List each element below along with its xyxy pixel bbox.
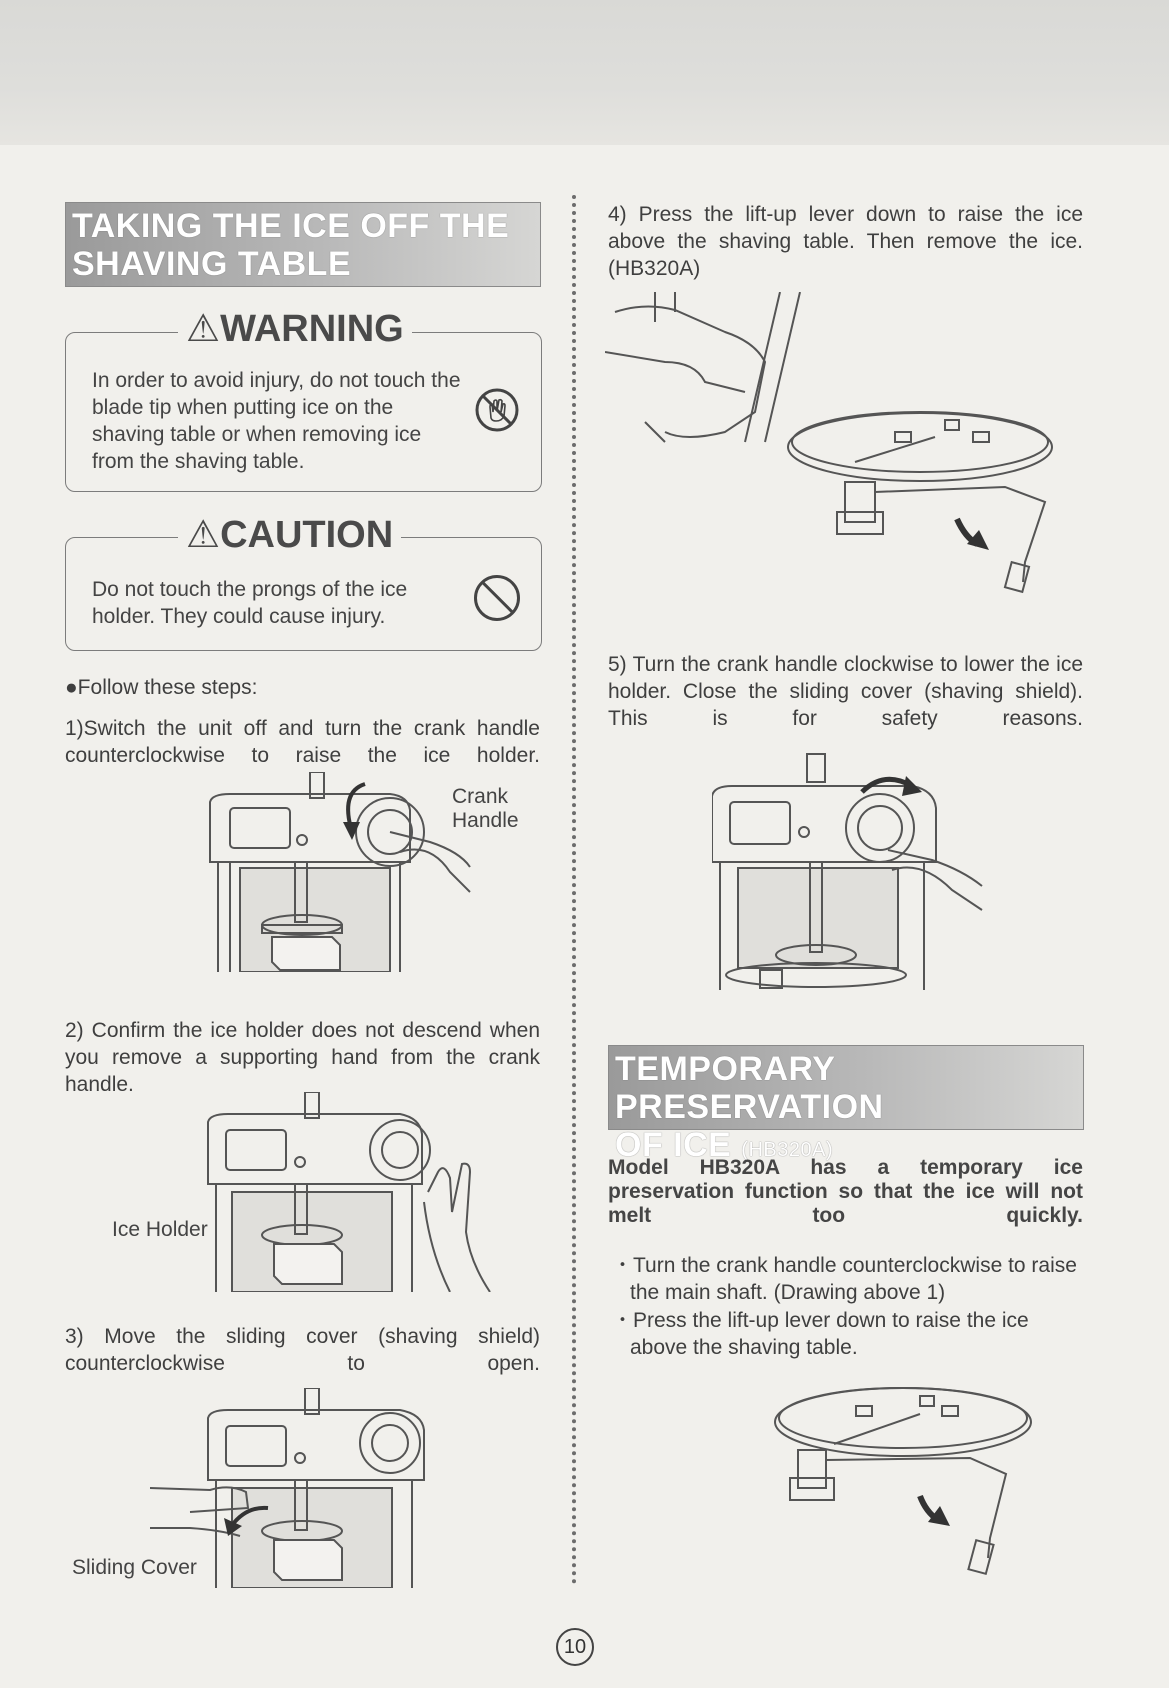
header-band xyxy=(0,0,1169,145)
sliding-cover-label: Sliding Cover xyxy=(72,1556,197,1579)
follow-steps-heading: ●Follow these steps: xyxy=(65,676,258,699)
step-3-text: 3) Move the sliding cover (shaving shield) counterclockwise to open. xyxy=(65,1325,540,1375)
bullet-2: ・Press the lift-up lever down to raise the ice above the shaving table. xyxy=(612,1309,1029,1359)
caution-text: Do not touch the prongs of the ice holder. They could cause injury. xyxy=(92,578,408,628)
ice-holder-label: Ice Holder xyxy=(112,1218,208,1241)
step2-ice-holder-illustration xyxy=(200,1092,500,1292)
warning-title-text: WARNING xyxy=(220,308,404,350)
warning-symbol-icon: ⚠ xyxy=(186,308,221,350)
section-title-taking-ice xyxy=(65,202,541,287)
step5-crank-clockwise-illustration xyxy=(712,750,1002,990)
model-note: Model HB320A has a temporary ice preservation function so that the ice will not melt too quickly. xyxy=(608,1156,1083,1227)
section-title-line1: TEMPORARY PRESERVATION xyxy=(615,1050,884,1126)
column-divider xyxy=(572,195,576,1585)
warning-text: In order to avoid injury, do not touch the blade tip when putting ice on the shaving table or when removing ice from the shaving table. xyxy=(92,369,461,473)
section-title-line2: SHAVING TABLE xyxy=(72,245,352,283)
caution-symbol-icon: ⚠ xyxy=(186,514,221,556)
step-5-text: 5) Turn the crank handle clockwise to lower the ice holder. Close the sliding cover (shaving shield). This is for safety reasons. xyxy=(608,653,1083,730)
step1-crank-illustration xyxy=(200,772,480,972)
step4-lift-lever-illustration xyxy=(605,292,1085,597)
bullet-1: ・Turn the crank handle counterclockwise to raise the main shaft. (Drawing above 1) xyxy=(612,1254,1077,1304)
step-2-text: 2) Confirm the ice holder does not descend when you remove a supporting hand from the crank handle. xyxy=(65,1019,540,1096)
section-title-suffix: (HB320A) xyxy=(741,1139,834,1161)
page-number: 10 xyxy=(556,1628,594,1666)
caution-title xyxy=(178,512,401,558)
section-title-temporary-preservation xyxy=(608,1045,1084,1164)
step-1-text: 1)Switch the unit off and turn the crank handle counterclockwise to raise the ice holder. xyxy=(65,717,540,767)
section-title-line1: TAKING THE ICE OFF THE xyxy=(72,207,510,245)
crank-label-line2: Handle xyxy=(452,809,519,832)
section-title-line2-text: OF ICE xyxy=(615,1126,732,1164)
caution-title-text: CAUTION xyxy=(220,514,394,556)
no-touch-hand-icon xyxy=(474,387,520,433)
preservation-lever-illustration xyxy=(770,1378,1040,1598)
prohibited-icon xyxy=(474,575,520,621)
step-4-text: 4) Press the lift-up lever down to raise the ice above the shaving table. Then remove the ice. (HB320A) xyxy=(608,203,1083,280)
warning-title xyxy=(178,306,412,352)
crank-label-line1: Crank xyxy=(452,785,509,808)
